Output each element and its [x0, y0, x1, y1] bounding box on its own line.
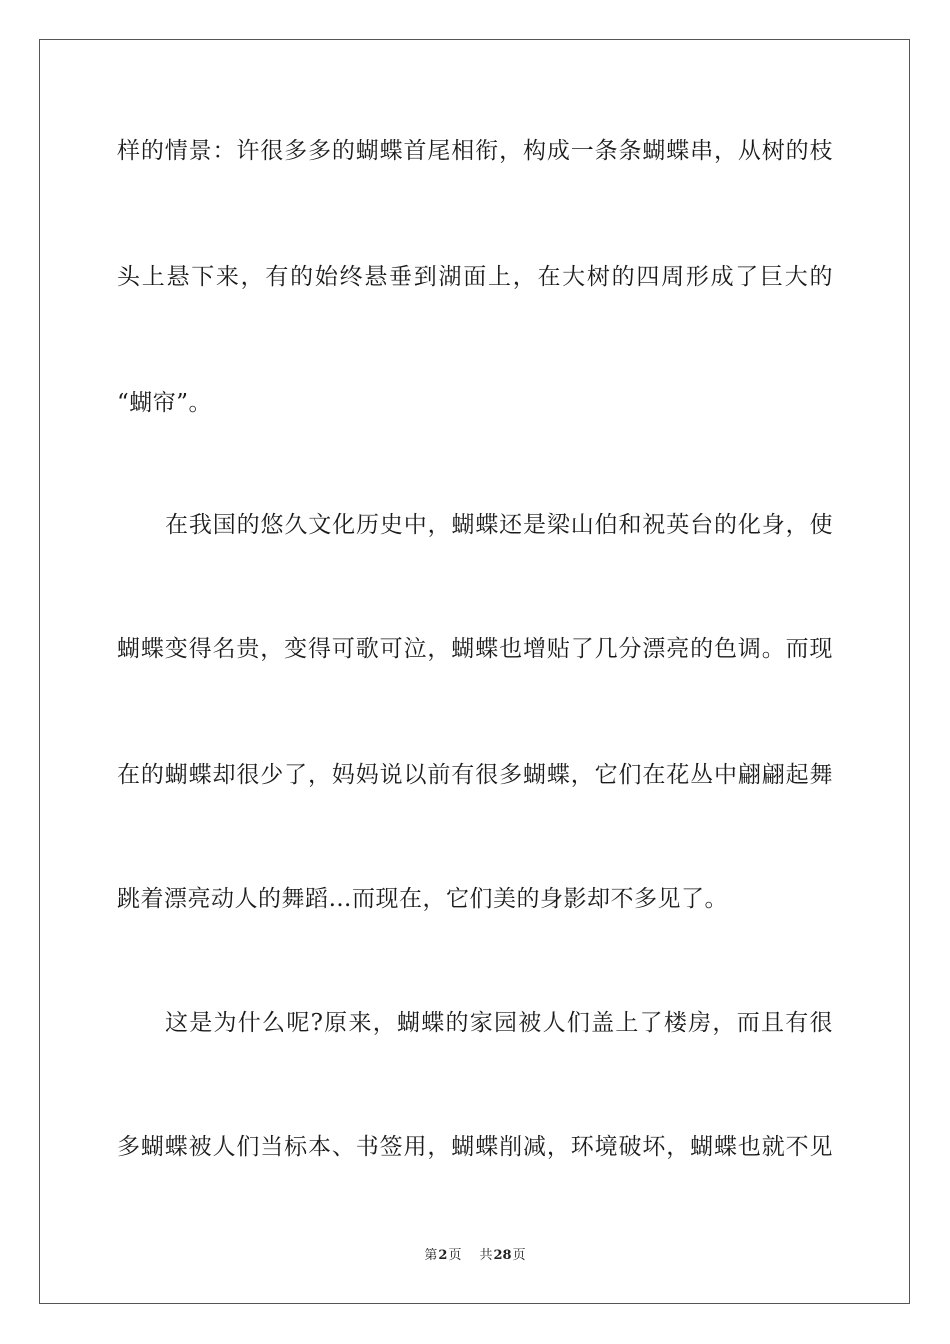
text-line: “蝴帘”。 [117, 390, 213, 416]
total-pages: 28 [493, 1248, 512, 1263]
page-border [39, 39, 910, 1304]
text-line: 多蝴蝶被人们当标本、书签用，蝴蝶削减，环境破坏，蝴蝶也就不见 [117, 1134, 833, 1160]
text-line: 跳着漂亮动人的舞蹈…而现在，它们美的身影却不多见了。 [117, 886, 728, 912]
total-prefix: 共 [479, 1248, 493, 1263]
page-number: 2 [438, 1248, 448, 1263]
paragraph-first-line: 这是为什么呢?原来，蝴蝶的家园被人们盖上了楼房，而且有很 [165, 1010, 833, 1036]
page-footer [0, 1247, 950, 1265]
total-suffix: 页 [512, 1248, 526, 1263]
page-suffix: 页 [448, 1248, 462, 1263]
text-line: 蝴蝶变得名贵，变得可歌可泣，蝴蝶也增贴了几分漂亮的色调。而现 [117, 636, 833, 662]
text-line: 头上悬下来，有的始终悬垂到湖面上，在大树的四周形成了巨大的 [117, 264, 833, 290]
text-line: 在的蝴蝶却很少了，妈妈说以前有很多蝴蝶，它们在花丛中翩翩起舞 [117, 762, 833, 788]
text-line: 样的情景：许很多多的蝴蝶首尾相衔，构成一条条蝴蝶串，从树的枝 [117, 138, 833, 164]
paragraph-first-line: 在我国的悠久文化历史中，蝴蝶还是梁山伯和祝英台的化身，使 [165, 512, 833, 538]
page-prefix: 第 [424, 1248, 438, 1263]
